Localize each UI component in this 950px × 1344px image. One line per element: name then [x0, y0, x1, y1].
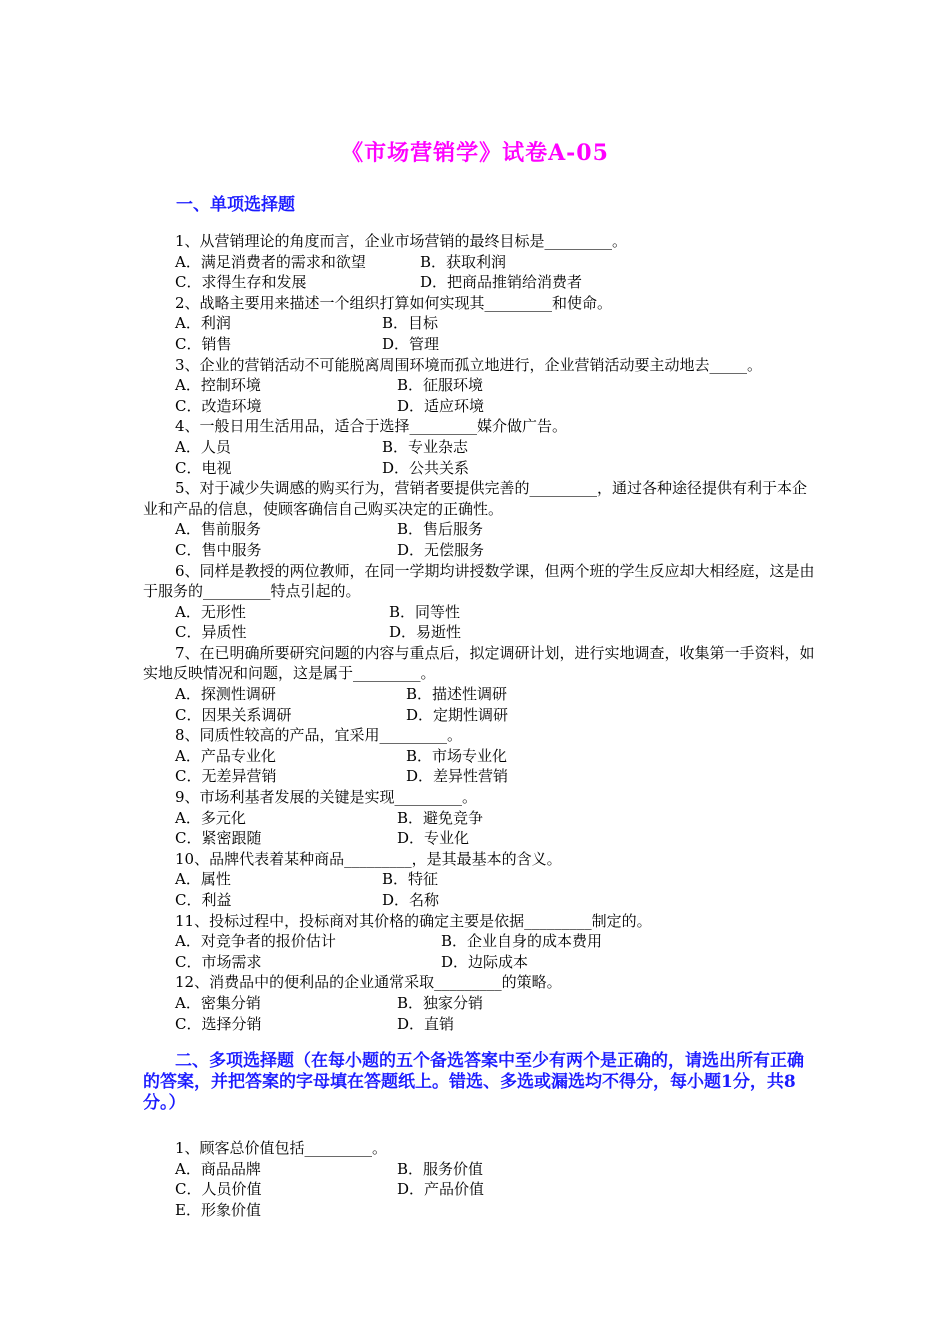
option-text: A．利润 — [175, 314, 231, 333]
option-text: D．差异性营销 — [406, 767, 509, 786]
question-stem: 5、对于减少失调感的购买行为，营销者要提供完善的_________，通过各种途径提供有利于本企业和产品的信息，使顾客确信自己购买决定的正确性。 — [143, 479, 808, 518]
option-text: C．电视 — [175, 458, 232, 477]
question-stem: 3、企业的营销活动不可能脱离周围环境而孤立地进行，企业营销活动要主动地去_____。 — [175, 355, 763, 374]
option-row — [143, 952, 815, 973]
option-text: E．形象价值 — [175, 1200, 261, 1219]
option-text: B．避免竞争 — [397, 808, 484, 827]
option-text: B．服务价值 — [397, 1159, 484, 1178]
option-text: B．同等性 — [389, 602, 461, 621]
option-row — [143, 540, 815, 561]
option-row — [143, 808, 815, 829]
option-text: C．售中服务 — [175, 540, 262, 559]
option-text: C．异质性 — [175, 623, 247, 642]
option-text: A．产品专业化 — [175, 746, 276, 765]
question-stem: 2、战略主要用来描述一个组织打算如何实现其_________和使命。 — [175, 293, 613, 312]
option-row — [143, 890, 815, 911]
option-text: D．把商品推销给消费者 — [420, 273, 583, 292]
option-row — [143, 1179, 815, 1200]
option-row — [143, 375, 815, 396]
question-stem: 7、在已明确所要研究问题的内容与重点后，拟定调研计划，进行实地调查，收集第一手资料，如实地反映情况和问题，这是属于_________。 — [143, 643, 815, 683]
option-row — [143, 1014, 815, 1035]
option-text: D．适应环境 — [397, 396, 485, 415]
section-2-heading: 二、多项选择题（在每小题的五个备选答案中至少有两个是正确的，请选出所有正确的答案，并把答案的字母填在答题纸上。错选、多选或漏选均不得分，每小题1分，共8分。） — [143, 1051, 804, 1113]
option-text: D．易逝性 — [389, 623, 462, 642]
option-text: C．改造环境 — [175, 396, 262, 415]
option-text: D．定期性调研 — [406, 705, 509, 724]
option-text: A．多元化 — [175, 808, 246, 827]
option-text: D．无偿服务 — [397, 540, 485, 559]
option-text: A．密集分销 — [175, 993, 261, 1012]
option-row — [143, 437, 815, 458]
option-text: B．企业自身的成本费用 — [441, 932, 603, 951]
option-row — [143, 684, 815, 705]
option-text: C．因果关系调研 — [175, 705, 292, 724]
option-row — [143, 313, 815, 334]
exam-title: 《市场营销学》试卷A-05 — [341, 140, 609, 166]
section-1-questions — [143, 231, 815, 1034]
option-text: A．商品品牌 — [175, 1159, 261, 1178]
option-row — [143, 519, 815, 540]
question-stem: 12、消费品中的便利品的企业通常采取_________的策略。 — [175, 973, 562, 992]
question-stem: 11、投标过程中，投标商对其价格的确定主要是依据_________制定的。 — [175, 911, 652, 930]
option-row — [143, 705, 815, 726]
option-text: A．控制环境 — [175, 376, 261, 395]
option-row — [143, 252, 815, 273]
question-stem: 4、一般日用生活用品，适合于选择_________媒介做广告。 — [175, 417, 568, 436]
option-text: C．选择分销 — [175, 1014, 262, 1033]
question-stem: 1、顾客总价值包括_________。 — [175, 1139, 388, 1157]
question-stem: 9、市场利基者发展的关键是实现_________。 — [175, 788, 478, 807]
option-text: B．专业杂志 — [382, 437, 469, 456]
option-text: C．人员价值 — [175, 1180, 262, 1199]
option-text: C．销售 — [175, 334, 232, 353]
section-2-questions — [143, 1138, 815, 1220]
option-text: C．利益 — [175, 891, 232, 909]
option-text: B．获取利润 — [420, 252, 507, 271]
option-text: A．无形性 — [175, 602, 246, 621]
option-text: A．人员 — [175, 437, 231, 456]
option-text: D．管理 — [382, 334, 440, 353]
option-row — [143, 396, 815, 417]
option-row — [143, 828, 815, 849]
option-text: D．直销 — [397, 1014, 455, 1033]
option-text: D．名称 — [382, 891, 440, 909]
option-text: B．售后服务 — [397, 520, 484, 539]
option-text: C．市场需求 — [175, 952, 262, 971]
option-text: B．特征 — [382, 870, 439, 889]
option-row — [143, 1159, 815, 1180]
option-row — [143, 993, 815, 1014]
option-row — [143, 334, 815, 355]
option-text: A．对竞争者的报价估计 — [175, 932, 336, 951]
option-row — [143, 458, 815, 479]
option-text: B．目标 — [382, 314, 439, 333]
option-text: D．专业化 — [397, 829, 470, 848]
option-row — [143, 746, 815, 767]
option-text: A．属性 — [175, 870, 231, 889]
option-row — [143, 272, 815, 293]
option-text: A．满足消费者的需求和欲望 — [175, 252, 366, 271]
option-row — [143, 1200, 815, 1221]
option-row — [143, 766, 815, 787]
option-text: B．独家分销 — [397, 993, 484, 1012]
option-text: C．紧密跟随 — [175, 829, 262, 848]
question-stem: 10、品牌代表着某种商品_________，是其最基本的含义。 — [175, 849, 562, 868]
option-text: A．售前服务 — [175, 520, 261, 539]
question-stem: 8、同质性较高的产品，宜采用_________。 — [175, 726, 463, 745]
option-text: B．征服环境 — [397, 376, 484, 395]
option-text: B．市场专业化 — [406, 746, 508, 765]
option-text: D．公共关系 — [382, 458, 470, 477]
option-text: D．边际成本 — [441, 952, 529, 971]
option-text: C．求得生存和发展 — [175, 273, 307, 292]
option-row — [143, 622, 815, 643]
option-text: A．探测性调研 — [175, 685, 276, 704]
option-row — [143, 869, 815, 890]
question-stem: 6、同样是教授的两位教师，在同一学期均讲授数学课，但两个班的学生反应却大相经庭，这是由于服务的_________特点引起的。 — [143, 561, 815, 601]
question-stem: 1、从营销理论的角度而言，企业市场营销的最终目标是_________。 — [175, 232, 628, 250]
option-row — [143, 931, 815, 952]
option-text: B．描述性调研 — [406, 685, 508, 704]
option-text: C．无差异营销 — [175, 767, 277, 786]
section-1-heading: 一、单项选择题 — [176, 195, 295, 215]
option-text: D．产品价值 — [397, 1180, 485, 1199]
option-row — [143, 602, 815, 623]
